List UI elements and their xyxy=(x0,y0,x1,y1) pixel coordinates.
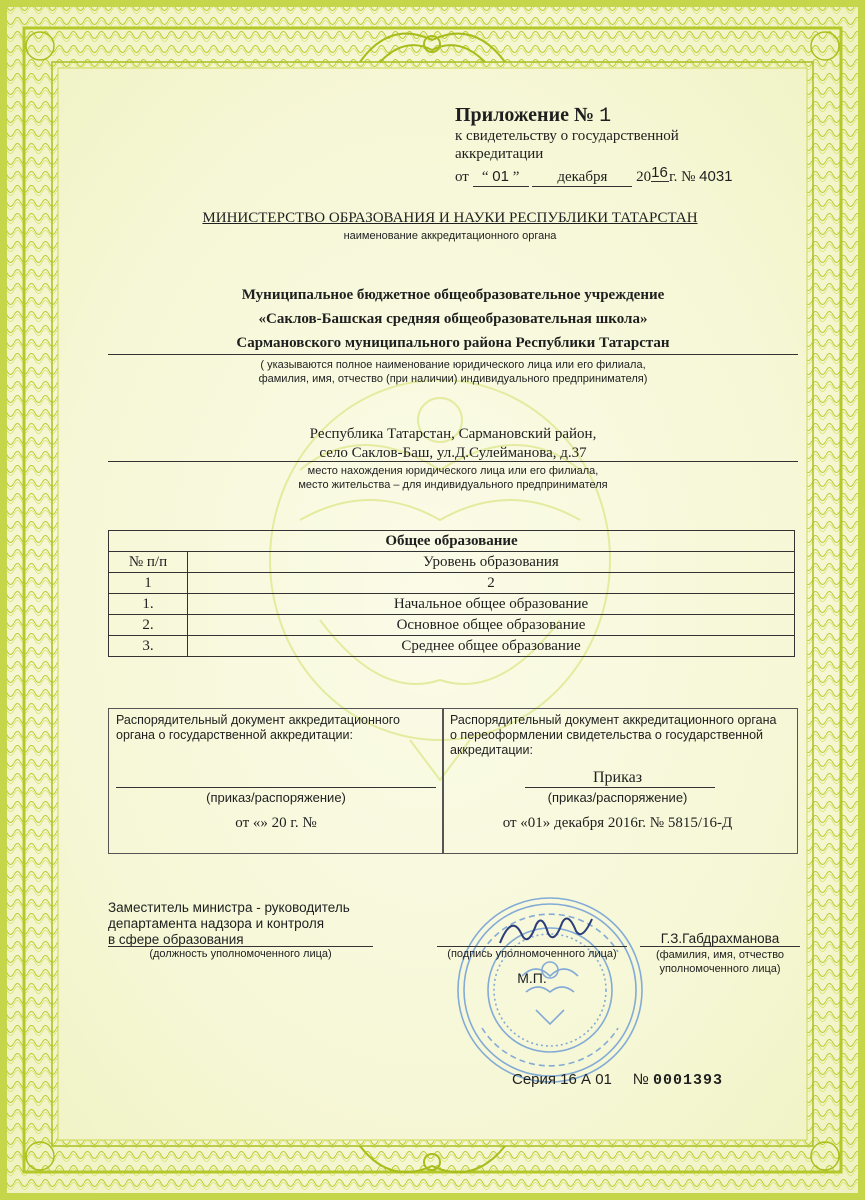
address xyxy=(108,425,798,463)
col-header-level: Уровень образования xyxy=(188,552,795,573)
form-number: 0001393 xyxy=(653,1072,724,1089)
appendix-title-text: Приложение № xyxy=(455,104,595,126)
col-header-num: № п/п xyxy=(109,552,188,573)
table-row xyxy=(109,594,795,615)
org-line1: Муниципальное бюджетное общеобразовательное учреждение xyxy=(241,287,665,303)
date-year-label: г. № xyxy=(669,169,696,185)
authority-caption: наименование аккредитационного органа xyxy=(343,230,557,242)
signer-position-line1: Заместитель министра - руководитель xyxy=(108,900,350,915)
date-year-prefix: 20 xyxy=(636,169,652,185)
organization-caption xyxy=(108,358,798,386)
date-month: декабря xyxy=(532,169,632,187)
right-doc-caption: (приказ/распоряжение) xyxy=(547,790,688,805)
address-line2: село Саклов-Баш, ул.Д.Сулейманова, д.37 xyxy=(319,445,587,461)
row-num: 1. xyxy=(109,594,188,615)
series-text: Серия 16 А 01 xyxy=(512,1071,612,1088)
signer-name: Г.З.Габдрахманова xyxy=(660,931,780,946)
cert-number: 4031 xyxy=(699,168,733,185)
index-num: 1 xyxy=(109,573,188,594)
table-title-row xyxy=(109,531,795,552)
signer-position xyxy=(108,900,378,948)
name-underline xyxy=(640,946,800,947)
left-doc-underline xyxy=(116,787,436,788)
authority-name: МИНИСТЕРСТВО ОБРАЗОВАНИЯ И НАУКИ РЕСПУБЛИКИ ТАТАРСТАН xyxy=(202,210,698,226)
appendix-title xyxy=(455,104,611,128)
position-underline xyxy=(108,946,373,947)
left-doc-title: Распорядительный документ аккредитационного органа о государственной аккредитации: xyxy=(116,713,401,742)
position-caption: (должность уполномоченного лица) xyxy=(149,948,332,960)
address-underline xyxy=(108,461,798,462)
table-title: Общее образование xyxy=(109,531,795,552)
organization-name xyxy=(108,283,798,355)
address-caption2: место жительства – для индивидуального предпринимателя xyxy=(298,479,608,491)
table-index-row xyxy=(109,573,795,594)
left-doc-date: от «» 20 г. № xyxy=(235,815,317,831)
org-caption1: ( указываются полное наименование юридического лица или его филиала, xyxy=(260,359,646,371)
appendix-line2: аккредитации xyxy=(455,146,544,162)
name-caption-line2: уполномоченного лица) xyxy=(659,963,781,975)
name-caption xyxy=(640,948,800,976)
right-doc-date: от «01» декабря 2016г. № 5815/16-Д xyxy=(502,815,733,831)
address-caption1: место нахождения юридического лица или его филиала, xyxy=(307,465,599,477)
appendix-date-line: от “ 01 ” декабря 2016г. № 4031 xyxy=(455,164,733,185)
table-header-row xyxy=(109,552,795,573)
row-num: 3. xyxy=(109,636,188,657)
row-level: Начальное общее образование xyxy=(188,594,795,615)
org-line3: Сармановского муниципального района Республики Татарстан xyxy=(236,335,670,351)
appendix-line1: к свидетельству о государственной xyxy=(455,128,679,144)
number-label: № xyxy=(632,1071,649,1088)
right-doc-value: Приказ xyxy=(592,769,643,786)
org-underline xyxy=(108,354,798,355)
row-level: Основное общее образование xyxy=(188,615,795,636)
name-caption-line1: (фамилия, имя, отчество xyxy=(655,949,785,961)
index-level: 2 xyxy=(188,573,795,594)
date-day: 01 xyxy=(492,168,509,185)
signer-position-line2: департамента надзора и контроля xyxy=(108,916,325,931)
appendix-subtitle xyxy=(455,127,679,163)
table-row xyxy=(109,615,795,636)
appendix-number: 1 xyxy=(599,105,612,128)
stamp-label: М.П. xyxy=(517,970,547,986)
right-doc-title: Распорядительный документ аккредитационного органа о переоформлении свидетельства о государственной аккредитации: xyxy=(450,713,777,757)
signature-caption: (подпись уполномоченного лица) xyxy=(447,948,617,960)
left-doc-caption: (приказ/распоряжение) xyxy=(206,790,346,805)
signer-position-line3: в сфере образования xyxy=(108,932,244,947)
date-year-suffix: 16 xyxy=(651,164,668,181)
address-caption xyxy=(108,464,798,492)
footer-series-line xyxy=(512,1071,723,1089)
address-line1: Республика Татарстан, Сармановский район, xyxy=(309,426,597,442)
row-num: 2. xyxy=(109,615,188,636)
table-row xyxy=(109,636,795,657)
org-line2: «Саклов-Башская средняя общеобразовательная школа» xyxy=(258,311,648,327)
row-level: Среднее общее образование xyxy=(188,636,795,657)
education-levels-table xyxy=(108,530,795,657)
right-doc-underline xyxy=(525,787,715,788)
org-caption2: фамилия, имя, отчество (при наличии) индивидуального предпринимателя) xyxy=(258,373,648,385)
date-prefix: от xyxy=(455,169,469,185)
